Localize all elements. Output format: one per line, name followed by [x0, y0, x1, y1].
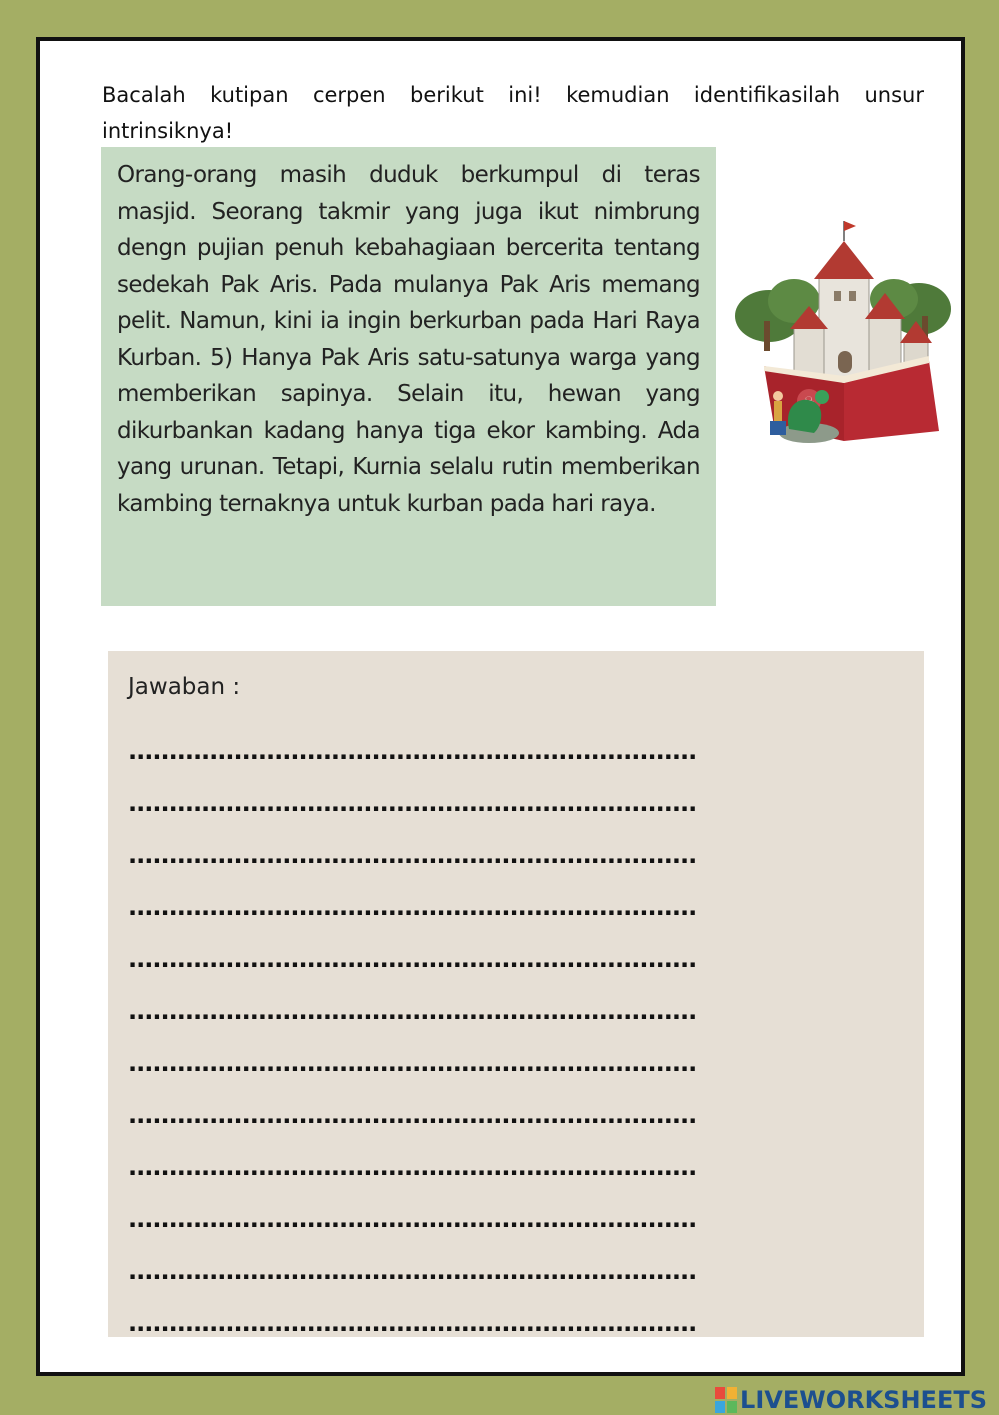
storybook-castle-dragon-icon: [734, 201, 954, 451]
story-excerpt-box: [101, 147, 716, 606]
answer-dotted-line[interactable]: ......................................................................: [128, 997, 697, 1025]
answer-dotted-line[interactable]: ......................................................................: [128, 945, 697, 973]
answer-dotted-line[interactable]: ......................................................................: [128, 1101, 697, 1129]
worksheet-page: [36, 37, 965, 1376]
answer-dotted-line[interactable]: ......................................................................: [128, 1049, 697, 1077]
answer-dotted-line[interactable]: ......................................................................: [128, 1205, 697, 1233]
instruction-text: Bacalah kutipan cerpen berikut ini! kemudian identifikasilah unsur intrinsiknya!: [102, 83, 924, 143]
story-excerpt-text: Orang-orang masih duduk berkumpul di teras masjid. Seorang takmir yang juga ikut nimbrung dengn pujian penuh kebahagiaan bercerita tentang sedekah Pak Aris. Pada mulanya Pak Aris memang pelit. Namun, kini ia ingin berkurban pada Hari Raya Kurban. 5) Hanya Pak Aris satu-satunya warga yang memberikan sapinya. Selain itu, hewan yang dikurbankan kadang hanya tiga ekor kambing. Ada yang urunan. Tetapi, Kurnia selalu rutin memberikan kambing ternaknya untuk kurban pada hari raya.: [117, 162, 700, 517]
answer-dotted-line[interactable]: ......................................................................: [128, 737, 697, 765]
answer-dotted-line[interactable]: ......................................................................: [128, 1257, 697, 1285]
answer-box[interactable]: [108, 651, 924, 1337]
answer-dotted-line[interactable]: ......................................................................: [128, 841, 697, 869]
answer-label: Jawaban :: [128, 674, 241, 700]
liveworksheets-logo-icon: [715, 1387, 737, 1413]
brand-name: LIVEWORKSHEETS: [740, 1386, 987, 1414]
answer-dotted-line[interactable]: ......................................................................: [128, 1153, 697, 1181]
answer-lines[interactable]: [128, 725, 904, 1349]
answer-dotted-line[interactable]: ......................................................................: [128, 1309, 697, 1337]
answer-dotted-line[interactable]: ......................................................................: [128, 893, 697, 921]
answer-dotted-line[interactable]: ......................................................................: [128, 789, 697, 817]
liveworksheets-brand[interactable]: [715, 1385, 987, 1415]
